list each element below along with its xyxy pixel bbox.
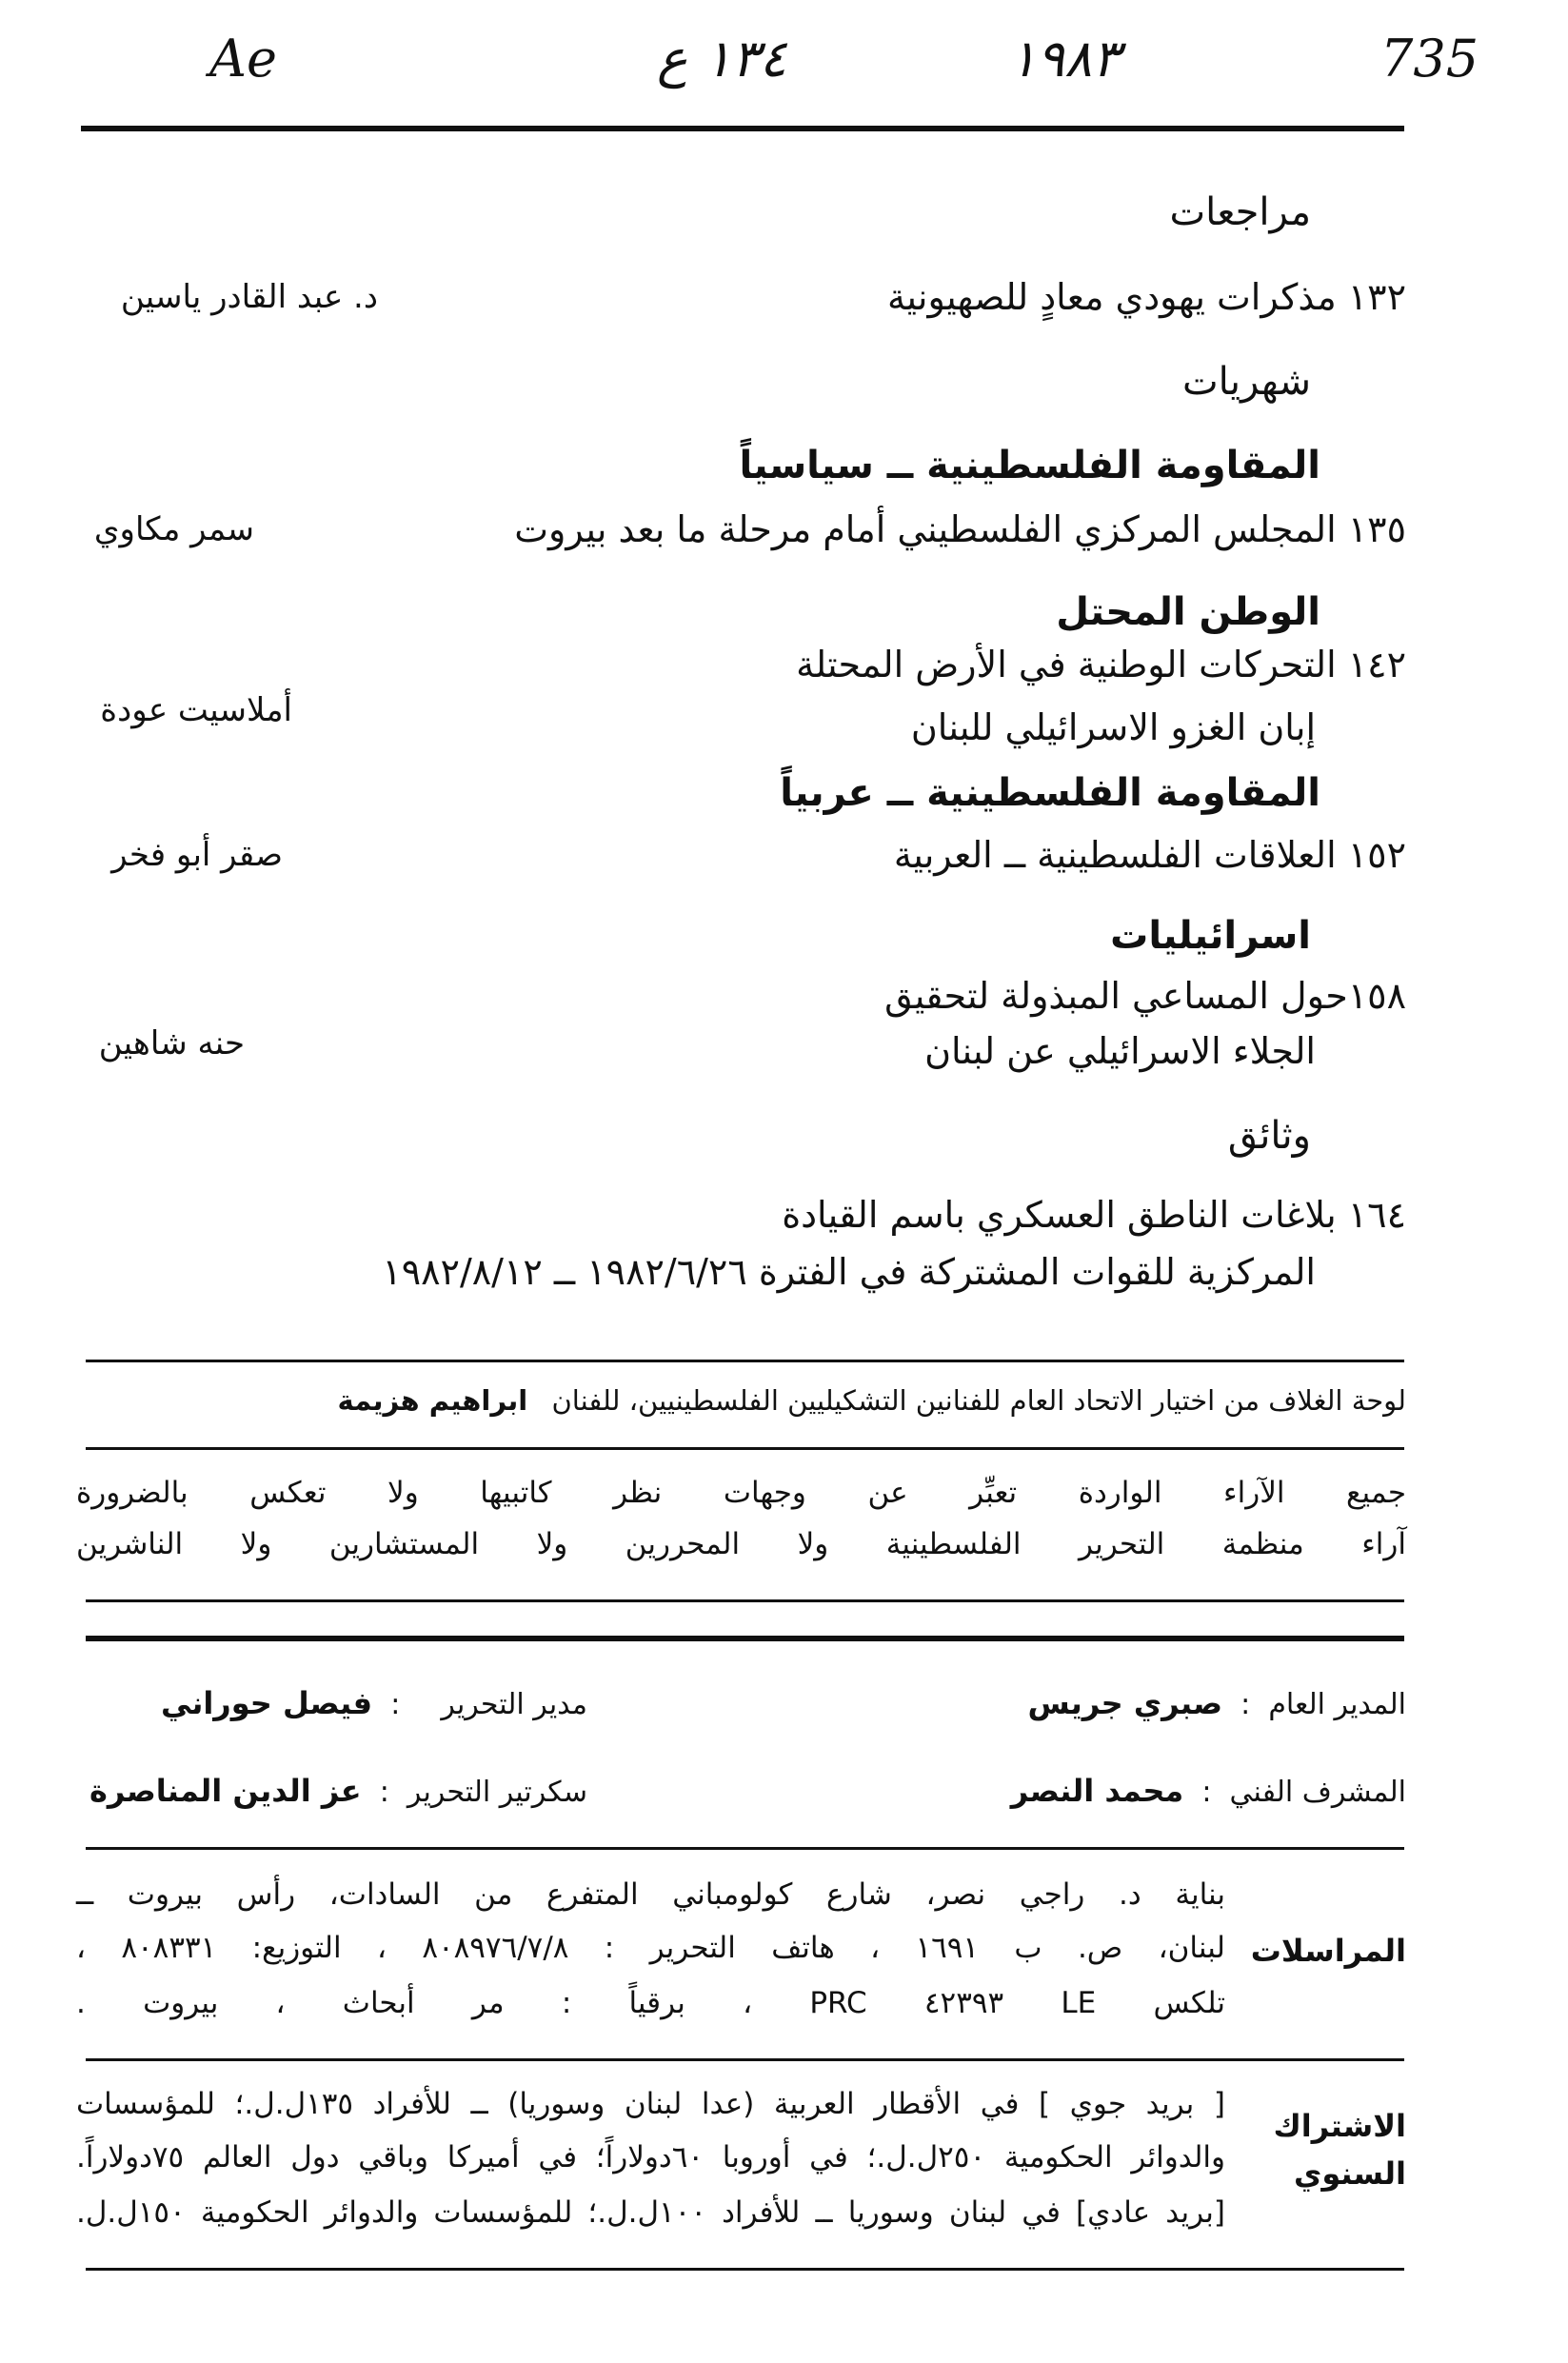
cover-note-text: لوحة الغلاف من اختيار الاتحاد العام للفنانين التشكيليين الفلسطينيين، للفنان [551,1384,1406,1417]
toc-item-164-line2: المركزية للقوات المشتركة في الفترة ١٩٨٢/٦/٢٦ ــ ١٩٨٢/٨/١٢ [382,1251,1316,1293]
staff-label: المشرف الفني [1229,1776,1406,1809]
divider-line [86,1447,1404,1450]
correspondence-line3: تلكس LE ٤٢٣٩٣ PRC ، برقياً : مر أبحاث ، بيروت . [76,1986,1226,2020]
correspondence-label: المراسلات [1250,1933,1406,1969]
subscription-line3: [بريد عادي] في لبنان وسوريا ــ للأفراد ١٠٠ل.ل.؛ للمؤسسات والدوائر الحكومية ١٥٠ل.ل. [76,2195,1225,2230]
divider-thick-line [86,1636,1404,1641]
divider-line [86,1360,1404,1362]
divider-line [86,1847,1404,1850]
divider-line [86,1599,1404,1602]
disclaimer-line2: آراء منظمة التحرير الفلسطينية ولا المحررين ولا المستشارين ولا الناشرين [76,1527,1406,1561]
subheading-occupied-homeland: الوطن المحتل [1056,590,1320,634]
staff-editorial-secretary: سكرتير التحرير : عز الدين المناصرة [89,1773,587,1809]
subheading-arab-resistance: المقاومة الفلسطينية ــ عربياً [780,771,1320,815]
handwritten-code: Ae [209,29,277,89]
toc-author-152: صقر أبو فخر [111,836,283,874]
toc-item-158-line2: الجلاء الاسرائيلي عن لبنان [924,1030,1316,1072]
subscription-line1: [ بريد جوي ] في الأقطار العربية (عدا لبنان وسوريا) ــ للأفراد ١٣٥ل.ل.؛ للمؤسسات [76,2087,1225,2121]
section-heading-reviews: مراجعات [1169,190,1311,234]
staff-label: المدير العام [1268,1688,1406,1721]
staff-label: سكرتير التحرير [407,1776,587,1809]
subscription-label-line2: السنوي [1294,2155,1406,2192]
toc-author-132: د. عبد القادر ياسين [120,278,378,316]
staff-name: عز الدين المناصرة [89,1773,362,1809]
divider-line [86,2058,1404,2061]
toc-item-142-line1: ١٤٢ التحركات الوطنية في الأرض المحتلة [796,644,1406,685]
cover-artist-name: ابراهيم هزيمة [337,1384,528,1417]
toc-item-158-line1: ١٥٨حول المساعي المبذولة لتحقيق [884,975,1406,1017]
toc-author-158: حنه شاهين [98,1024,245,1062]
staff-art-director: المشرف الفني : محمد النصر [1010,1773,1406,1809]
toc-author-135: سمر مكاوي [93,510,254,548]
correspondence-line1: بناية د. راجي نصر، شارع كولومباني المتفرع من السادات، رأس بيروت ــ [76,1877,1225,1912]
staff-name: فيصل حوراني [160,1685,373,1721]
subscription-line2: والدوائر الحكومية ٢٥٠ل.ل.؛ في أوروبا ٦٠دولاراً؛ في أميركا وباقي دول العالم ٧٥دولاراً. [76,2140,1225,2174]
toc-item-142-line2: إبان الغزو الاسرائيلي للبنان [910,706,1316,748]
disclaimer-line1: جميع الآراء الواردة تعبِّر عن وجهات نظر كاتبيها ولا تعكس بالضرورة [76,1476,1406,1510]
subheading-israeli-affairs: اسرائيليات [1110,914,1311,958]
section-heading-documents: وثائق [1227,1114,1311,1158]
subscription-label-line1: الاشتراك [1273,2108,1406,2144]
staff-managing-editor: مدير التحرير : فيصل حوراني [160,1685,587,1721]
toc-item-152: ١٥٢ العلاقات الفلسطينية ــ العربية [893,834,1406,876]
subheading-political-resistance: المقاومة الفلسطينية ــ سياسياً [739,444,1320,487]
cover-note [105,1384,1406,1417]
staff-general-manager: المدير العام : صبري جريس [1027,1685,1406,1721]
section-heading-monthlies: شهريات [1182,360,1311,404]
divider-line [86,2268,1404,2271]
handwritten-year: ١٩٨٣ [1009,29,1121,89]
toc-item-164-line1: ١٦٤ بلاغات الناطق العسكري باسم القيادة [782,1194,1406,1236]
header-rule [81,126,1404,131]
staff-name: محمد النصر [1010,1773,1184,1809]
handwritten-page-number: 735 [1380,29,1479,89]
handwritten-number: ١٣٤ ع [657,29,787,89]
toc-item-135: ١٣٥ المجلس المركزي الفلسطيني أمام مرحلة ما بعد بيروت [514,508,1406,550]
correspondence-line2: لبنان، ص. ب ١٦٩١ ، هاتف التحرير : ٨٠٨٩٧٦/٧/٨ ، التوزيع: ٨٠٨٣٣١ ، [76,1931,1226,1965]
toc-author-142: أملاسيت عودة [100,691,292,729]
toc-item-132: ١٣٢ مذكرات يهودي معادٍ للصهيونية [887,276,1406,318]
staff-name: صبري جريس [1027,1685,1223,1721]
staff-label: مدير التحرير [441,1688,587,1721]
